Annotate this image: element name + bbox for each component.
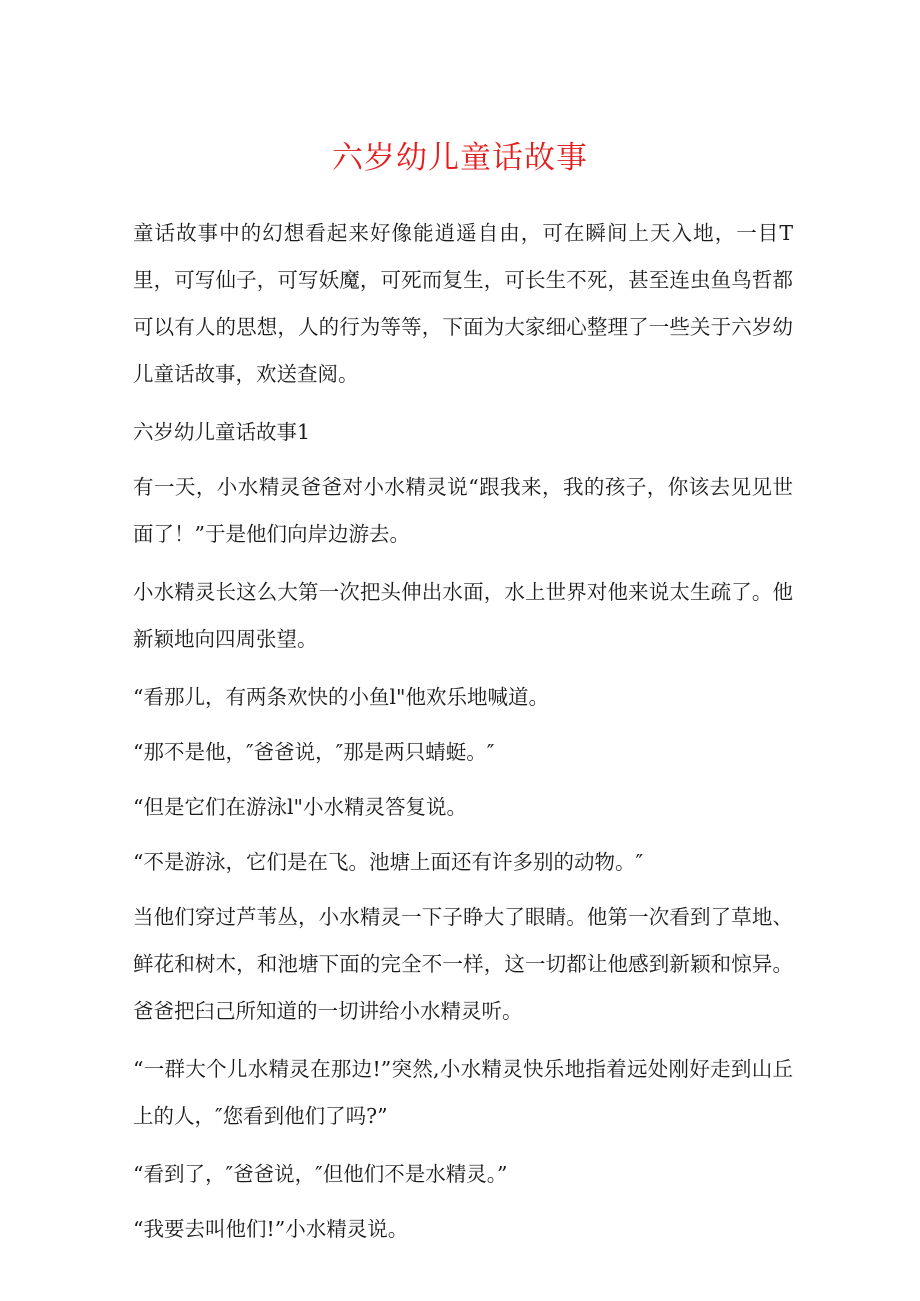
dialogue-paragraph: “一群大个儿水精灵在那边!”突然,小水精灵快乐地指着远处刚好走到山丘上的人，″您看到他们了吗?”	[133, 1057, 793, 1128]
dialogue-line: “看到了，″爸爸说，″但他们不是水精灵。”	[133, 1162, 508, 1186]
dialogue-line: “看那儿，有两条欢快的小鱼l"他欢乐地喊道。	[133, 685, 549, 709]
dialogue-line: “不是游泳，它们是在飞。池塘上面还有许多别的动物。″	[133, 850, 644, 874]
story-paragraph: 小水精灵长这么大第一次把头伸出水面，水上世界对他来说太生疏了。他新颖地向四周张望。	[133, 580, 793, 651]
story-paragraph: 当他们穿过芦苇丛，小水精灵一下子睁大了眼睛。他第一次看到了草地、鲜花和树木，和池塘下面的完全不一样，这一切都让他感到新颖和惊异。爸爸把臼己所知道的一切讲给小水精灵听。	[133, 905, 793, 1023]
intro-paragraph: 童话故事中的幻想看起来好像能逍遥自由，可在瞬间上天入地，一目T里，可写仙子，可写妖魔，可死而复生，可长生不死，甚至连虫鱼鸟哲都可以有人的思想，人的行为等等，下面为大家细心整理了一些关于六岁幼儿童话故事，欢送查阅。	[133, 221, 793, 386]
document-title: 六岁幼儿童话故事	[332, 140, 588, 176]
document-body	[133, 210, 793, 1261]
dialogue-line: “我要去叫他们!”小水精灵说。	[133, 1217, 409, 1241]
dialogue-line: “但是它们在游泳l"小水精灵答复说。	[133, 795, 467, 819]
story-paragraph: 有一天，小水精灵爸爸对小水精灵说“跟我来，我的孩子，你该去见见世面了！”于是他们向岸边游去。	[133, 475, 793, 546]
dialogue-line: “那不是他，″爸爸说，″那是两只蜻蜓。″	[133, 740, 495, 764]
section-heading: 六岁幼儿童话故事1	[133, 420, 311, 444]
